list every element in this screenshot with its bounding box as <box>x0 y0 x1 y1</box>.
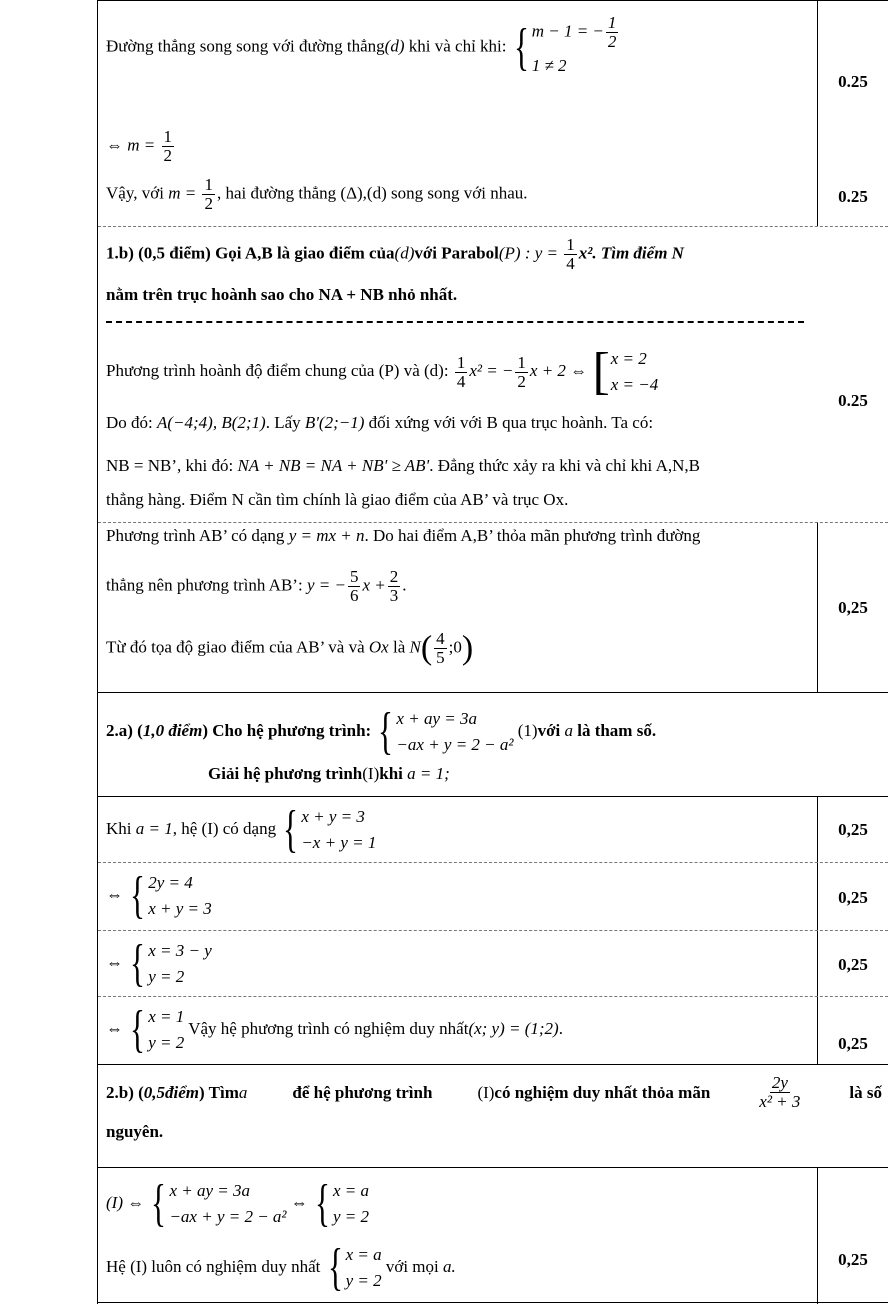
part2b-heading-line2: nguyên. <box>106 1122 164 1141</box>
row-border <box>98 996 888 997</box>
part1a-conclusion: Vậy, với m = $\frac{1}{2}$ , hai đường thẳng (Δ),(d) song song với nhau. <box>106 175 528 213</box>
row-border <box>98 1302 888 1303</box>
collinear-line: thẳng hàng. Điểm N cần tìm chính là giao điểm của AB’ và trục Ox. <box>106 490 569 509</box>
unique-solution-line: Hệ (I) luôn có nghiệm duy nhất { x = a y = 2 với mọi a. <box>106 1239 456 1296</box>
row-border <box>98 796 888 797</box>
intersection-equation-line: Phương trình hoành độ điểm chung của (P) và (d): $\frac{1}{4}$ x² = − $\frac{1}{2}$ x + 2 ⇔ [ x = 2 x = −4 <box>106 343 659 400</box>
score: 0,25 <box>838 1250 868 1269</box>
row-border <box>98 522 888 523</box>
row-border <box>98 226 888 227</box>
inequality-line: NB = NB’, khi đó: NA + NB = NA + NB' ≥ AB'. Đẳng thức xảy ra khi và chỉ khi A,N,B <box>106 456 700 475</box>
n-point-line: Từ đó tọa độ giao điểm của AB’ và và Ox là N( $\frac{4}{5}$ ;0) <box>106 629 474 667</box>
score: 0.25 <box>838 187 868 206</box>
system-equivalence-line: (I) ⇔ { x + ay = 3a −ax + y = 2 − a² ⇔ { x = a y = 2 <box>106 1175 370 1232</box>
score: 0.25 <box>838 72 868 91</box>
parallel-system: { m − 1 = − $\frac{1}{2}$ 1 ≠ 2 <box>513 13 617 76</box>
part2a-heading: 2.a) (1,0 điểm) Cho hệ phương trình: { x + ay = 3a −ax + y = 2 − a² (1)với a là tham số. <box>106 703 657 760</box>
row-border <box>98 692 888 693</box>
parallel-condition-line: Đường thẳng song song với đường thẳng(d) khi và chỉ khi: { m − 1 = − $\frac{1}{2}$ 1 ≠ 2 <box>106 14 620 81</box>
row-border <box>98 1167 888 1168</box>
row-border <box>98 0 888 1</box>
ab-form-line: Phương trình AB’ có dạng y = mx + n. Do hai điểm A,B’ thỏa mãn phương trình đường <box>106 526 701 545</box>
part1b-heading-line2: nằm trên trục hoành sao cho NA + NB nhỏ nhất. <box>106 285 458 304</box>
score: 0,25 <box>838 598 868 617</box>
score: 0,25 <box>838 820 868 839</box>
score: 0,25 <box>838 888 868 907</box>
separator-dashes <box>106 321 804 323</box>
ab-equation-line: thẳng nên phương trình AB’: y = − $\frac{5}{6}$ x + $\frac{2}{3}$ . <box>106 567 407 605</box>
score: 0,25 <box>838 1034 868 1053</box>
case-a1-line: Khi a = 1, hệ (I) có dạng { x + y = 3 −x + y = 1 <box>106 801 377 858</box>
points-line: Do đó: A(−4;4), B(2;1). Lấy B'(2;−1) đối xứng với với B qua trục hoành. Ta có: <box>106 413 654 432</box>
step3-line: ⇔ { x = 3 − y y = 2 <box>106 935 212 992</box>
table-left-border <box>97 0 98 1304</box>
score: 0.25 <box>838 391 868 410</box>
score-column-border <box>817 1167 818 1304</box>
step4-line: ⇔ { x = 1 y = 2 Vậy hệ phương trình có nghiệm duy nhất(x; y) = (1;2). <box>106 1001 563 1058</box>
m-value-line: ⇔ m = $\frac{1}{2}$ <box>106 127 172 165</box>
row-border <box>98 862 888 863</box>
row-border <box>98 930 888 931</box>
part2b-heading: 2.b) (0,5điểm) Tìma để hệ phương trình (I)có nghiệm duy nhất thỏa mãn $\frac{2y}{\text{x² + 3}}$ là số <box>106 1073 882 1111</box>
row-border <box>98 1064 888 1065</box>
part2a-subheading: Giải hệ phương trình(I)khi a = 1; <box>208 764 450 783</box>
score: 0,25 <box>838 955 868 974</box>
part1b-heading: 1.b) (0,5 điểm) Gọi A,B là giao điểm của(d)với Parabol(P) : y = $\frac{1}{4}$ x². Tìm điểm N <box>106 235 684 273</box>
step2-line: ⇔ { 2y = 4 x + y = 3 <box>106 867 212 924</box>
